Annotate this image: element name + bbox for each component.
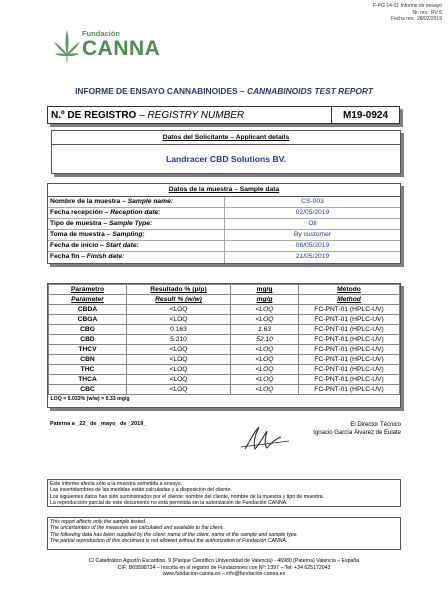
doc-revision: Nr. rev.: RV 5 — [412, 9, 442, 16]
doc-code: F-PG 14-01 Informe de ensayo — [373, 3, 442, 9]
footer-contact: C/ Catedrático Agustín Escardino, 9 (Parque Científico Universidad de Valencia) - 46980 (Paterna) Valencia – España CIF: B65598724 – Inscrita en el registro de Fundaciones con Nº: 1397 – Tel: +34 625172043 www.fundacion-canna.es – info@fundacion-canna.es — [88, 558, 360, 577]
sample-data-box — [47, 183, 401, 264]
applicant-header: Datos del Solicitante – Applicant details — [52, 131, 400, 145]
loq-note: LOQ = 0.033% (w/w) = 0.33 mg/g — [50, 396, 130, 403]
table-row: THCA <LOQ <LOQ FC-PNT-01 (HPLC-UV) — [49, 375, 400, 385]
handwritten-signature-icon — [237, 423, 297, 453]
table-row: CBC <LOQ <LOQ FC-PNT-01 (HPLC-UV) — [49, 385, 400, 395]
sample-row: Tipo de muestra – Sample Type: Oil — [48, 219, 400, 230]
sample-header: Datos de la muestra – Sample data — [48, 184, 400, 197]
cannabis-leaf-icon — [52, 26, 82, 66]
results-table: Parámetro Resultado % (p/p) mg/g Método Parameter Result % (w/w) mg/g Method CBDA <LOQ <LOQ FC-PNT-01 (HPLC-UV) CBGA <LOQ <LOQ FC-PNT-01 (HPLC-UV) CBG 0.163 1.63 FC-PNT-01 (HPLC-UV) CBD 5.210 52.10 FC-PNT-01 (HPLC-UV) THCV <LOQ <LOQ FC-PNT-01 (HPLC-UV) CBN <LOQ <LOQ FC-PNT-01 (HPLC-UV) THC <LOQ <LOQ FC-PNT-01 (HPLC-UV) THCA <LOQ <LOQ FC-PNT-01 (HPLC-UV) CBC <LOQ <LOQ FC-PNT-01 (HPLC-UV) LOQ = 0.033% (w/w) = 0.33 mg/g — [48, 284, 400, 405]
legal-notes-spanish: Este informe afecta sólo a la muestra sometida a ensayo. Las incertidumbres de las medidas están calculadas y a disposición del cliente. Los siguientes datos han sido suministrados por el cliente: nombre del cliente, nombre de la muestra y tipo de muestra. La reproducción parcial de este documento no está permitida sin la autorización de Fundación CANNA. — [47, 479, 401, 507]
registry-number-box — [47, 106, 400, 124]
sample-row: Fecha de inicio – Start date: 06/05/2019 — [48, 241, 400, 252]
legal-notes-english: This report affects only the sample tested. The uncertainties of the measures are calculated and available to the client. The following data has been supplied by the client: name of the client, name of the sample and sample type. The partial reproduction of this document is not allowed without the authorization of Fundación CANNA. — [47, 517, 401, 550]
doc-revision-date: Fecha rev.: 28/02/2019 — [390, 16, 442, 22]
registry-label: N.º DE REGISTRO – REGISTRY NUMBER — [51, 110, 245, 121]
sample-row: Toma de muestra – Sampling: By customer — [48, 230, 400, 241]
logo-text-fundacion: Fundación — [82, 29, 120, 38]
applicant-name: Landracer CBD Solutions BV. — [165, 154, 287, 164]
sample-row: Nombre de la muestra – Sample name: CS-003 — [48, 197, 400, 208]
technical-director — [313, 421, 401, 437]
table-row: THC <LOQ <LOQ FC-PNT-01 (HPLC-UV) — [49, 365, 400, 375]
sample-row: Fecha recepción – Reception date: 02/05/2019 — [48, 208, 400, 219]
results-table-box — [47, 283, 401, 408]
table-row: CBG 0.163 1.63 FC-PNT-01 (HPLC-UV) — [49, 325, 400, 335]
document-control-header — [373, 3, 442, 23]
table-row: CBN <LOQ <LOQ FC-PNT-01 (HPLC-UV) — [49, 355, 400, 365]
sample-row: Fecha fin – Finish date: 21/05/2019 — [48, 252, 400, 263]
registry-number: M19-0924 — [342, 110, 389, 121]
director-role: El Director Técnico — [350, 422, 401, 428]
table-row: CBD 5.210 52.10 FC-PNT-01 (HPLC-UV) — [49, 335, 400, 345]
applicant-details-box — [51, 130, 401, 174]
table-row: THCV <LOQ <LOQ FC-PNT-01 (HPLC-UV) — [49, 345, 400, 355]
logo-text-canna: CANNA — [82, 37, 161, 60]
director-name: Ignacio García Álvarez de Eulate — [313, 430, 401, 436]
fundacion-canna-logo — [52, 26, 162, 66]
signature-place-date: Paterna a _22_ de _mayo_ de _2019_ — [50, 421, 147, 427]
table-row: CBDA <LOQ <LOQ FC-PNT-01 (HPLC-UV) — [49, 305, 400, 315]
report-title: INFORME DE ENSAYO CANNABINOIDES – CANNABINOIDS TEST REPORT — [75, 86, 373, 96]
table-row: CBGA <LOQ <LOQ FC-PNT-01 (HPLC-UV) — [49, 315, 400, 325]
